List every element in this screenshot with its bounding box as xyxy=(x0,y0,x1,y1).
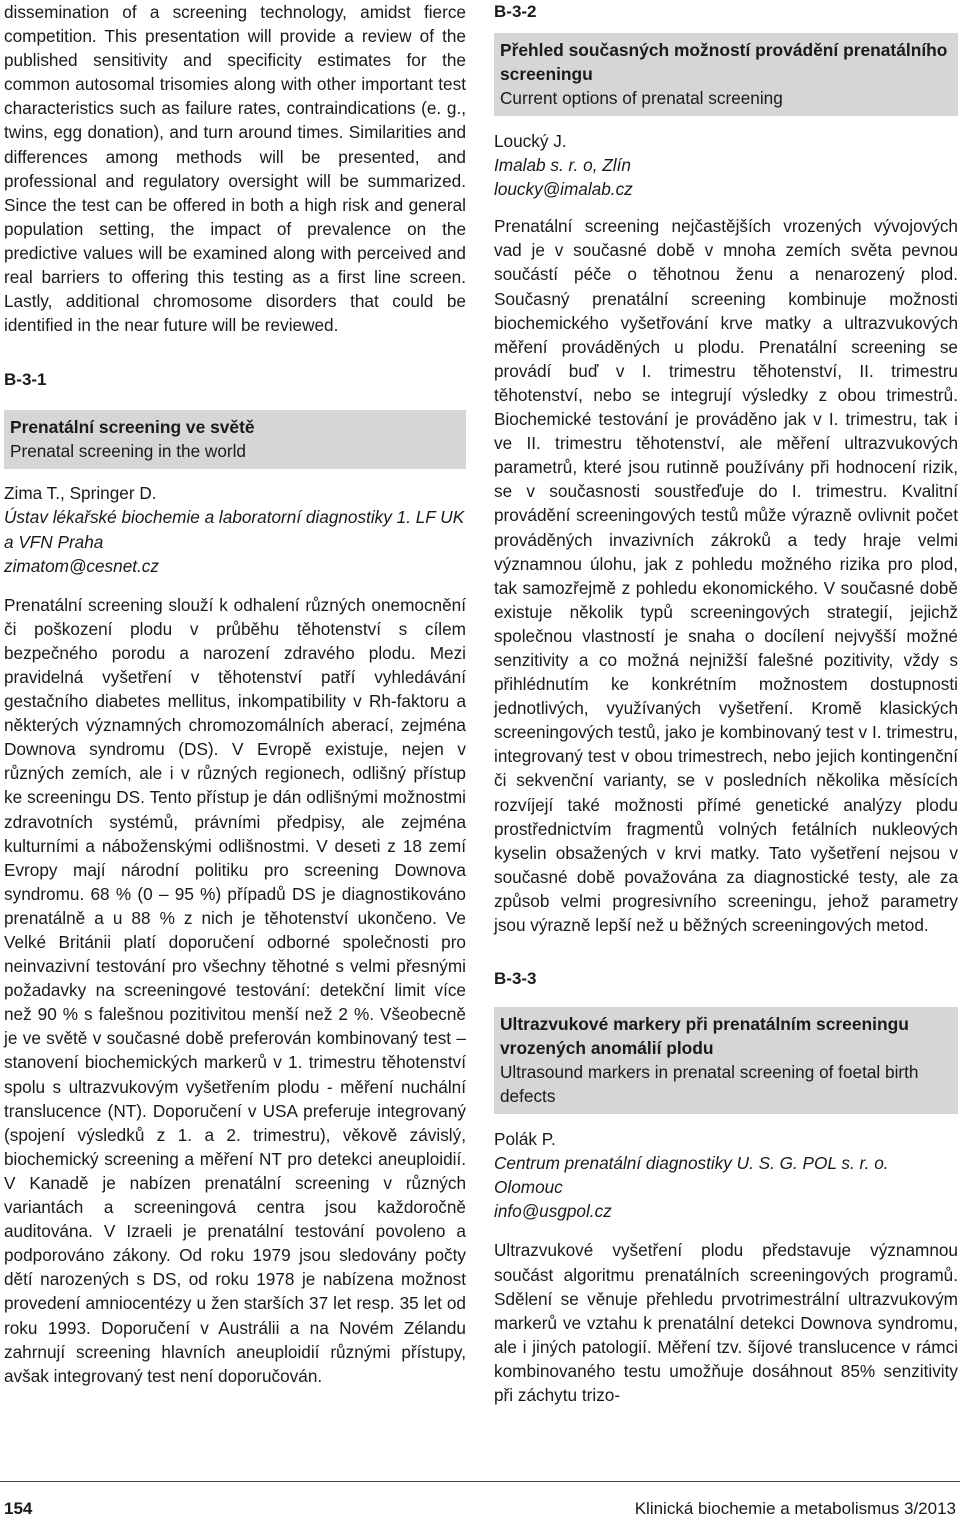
section-email: zimatom@cesnet.cz xyxy=(4,555,159,576)
section-authors: Polák P. xyxy=(494,1129,556,1150)
left-column xyxy=(4,0,466,1388)
section-id: B-3-3 xyxy=(494,969,537,989)
section-email: info@usgpol.cz xyxy=(494,1201,612,1222)
section-title-czech: Prenatální screening ve světě xyxy=(10,417,255,438)
journal-citation: Klinická biochemie a metabolismus 3/2013 xyxy=(634,1499,956,1518)
section-title-box xyxy=(4,410,466,469)
section-body-text: Prenatální screening nejčastějších vrozených vývojových vad je v současné době v mnoha zemích světa pevnou součástí péče o těhotnou ženu a nenarozený plod. Současný prenatální screening kombinuje možnosti biochemického vyšetřování krve matky a ultrazvukových měření prováděných u plodu. Prenatální screening se provádí buď v I. trimestru těhotenství, II. trimestru těhotenství, nebo se integrují výsledky z obou trimestrů. Biochemické testování je prováděno jak v I. trimestru, tak i ve II. trimestru těhotenství, ale měření ultrazvukových parametrů, které jsou rutinně používány při hodnocení rizik, se v současnosti soustřeďuje do I. trimestru. Kvalitní provádění screeningových testů může výrazně ovlivnit počet prováděných invazivních zákroků a tedy hraje velmi významnou úlohu, jak z pohledu možného rizika pro plod, tak samozřejmě z pohledu ekonomického. V současné době existuje několik typů screeningových strategií, jejichž společnou vlastností je snaha o docílení nejvyšší možné senzitivity a co možná nejnižší falešné pozitivity, vždy s přihlédnutím ke konkrétním možnostem dostupnosti jednotlivých, využívaných vyšetření. Kromě klasických screeningových testů, jako je kombinovaný test v I. trimestru, integrovaný test v obou trimestrech, nebo jejich kontingenční či sekvenční varianty, se v posledních několika měsících rozvíjejí také možnosti přímé genetické analýzy plodu prostřednictvím fragmentů volných fetálních nukleových kyselin obsažených v krvi matky. Tato vyšetření nejsou v současné době považována za diagnostické testy, ale za způsob velmi progresivního screeningu, jehož parametry jsou výrazně lepší než u běžných screeningových metod. xyxy=(494,216,958,935)
section-email: loucky@imalab.cz xyxy=(494,179,633,200)
section-title-english: Prenatal screening in the world xyxy=(10,441,246,462)
section-id: B-3-1 xyxy=(4,370,47,390)
section-title-box xyxy=(494,33,958,116)
footer-divider xyxy=(0,1481,960,1482)
section-affiliation: Ústav lékařské biochemie a laboratorní diagnostiky 1. LF UK a VFN Praha xyxy=(4,507,465,552)
article-continuation-text: dissemination of a screening technology, amidst fierce competition. This presentation will provide a review of the published sensitivity and specificity estimates for the common autosomal trisomies along with other important test characteristics such as failure rates, contraindications (e. g., twins, egg donation), and turn around times. Similarities and differences among methods will be presented, and professional and regulatory oversight will be summarized. Since the test can be offered in both a high risk and general population setting, the impact of prevalence on the predictive values will be examined along with perceived and real barriers to offering this testing as a first line screen. Lastly, additional chromosome disorders that could be identified in the near future will be reviewed. xyxy=(4,2,466,336)
section-b-3-2 xyxy=(494,0,958,937)
section-affiliation: Imalab s. r. o, Zlín xyxy=(494,155,631,176)
section-title-english: Ultrasound markers in prenatal screening of foetal birth defects xyxy=(500,1062,919,1107)
page-number: 154 xyxy=(4,1499,33,1518)
section-body-text: Ultrazvukové vyšetření plodu představuje významnou součást algoritmu prenatálních screeningových programů. Sdělení se věnuje přehledu prvotrimestrální ultrazvukovým markerů ve vztahu k prenatální detekci Downova syndromu, ale i jiných patologií. Měření tzv. šíjové translucence v rámci kombinovaného testu umožňuje dosáhnout 85% senzitivity při záchytu trizo- xyxy=(494,1240,958,1406)
section-title-czech: Přehled současných možností provádění prenatálního screeningu xyxy=(500,40,948,84)
section-authors: Zima T., Springer D. xyxy=(4,483,157,504)
section-b-3-3 xyxy=(494,967,958,1407)
section-authors: Loucký J. xyxy=(494,131,567,151)
right-column xyxy=(494,0,958,1407)
section-id: B-3-2 xyxy=(494,2,537,21)
section-title-english: Current options of prenatal screening xyxy=(500,88,783,108)
section-b-3-1 xyxy=(4,368,466,1387)
section-title-czech: Ultrazvukové markery při prenatálním screeningu vrozených anomálií plodu xyxy=(500,1014,909,1059)
section-title-box xyxy=(494,1007,958,1114)
section-affiliation: Centrum prenatální diagnostiky U. S. G. POL s. r. o. Olomouc xyxy=(494,1153,889,1198)
section-body-text: Prenatální screening slouží k odhalení různých onemocnění či poškození plodu v průběhu těhotenství s cílem bezpečného porodu a narození zdravého plodu. Mezi pravidelná vyšetření v těhotenství patří vyhledávání gestačního diabetes mellitus, inkompatibility v Rh-faktoru a některých významných chromozomálních aberací, zejména Downova syndromu (DS). V Evropě existuje, nejen v různých zemích, ale i v různých regionech, odlišný přístup ke screeningu DS. Tento přístup je dán odlišnými možnostmi zdravotních systémů, právními předpisy, ale zejména kulturními a náboženskými odlišnostmi. V deseti z 18 zemí Evropy mají národní politiku pro screening Downova syndromu. 68 % (0 – 95 %) případů DS je diagnostikováno prenatálně a u 88 % z nich je těhotenství ukončeno. Ve Velké Británii platí doporučení odborné společnosti pro neinvazivní testování pro všechny těhotné s velmi přesnými požadavky na screeningové testování: detekční limit více než 90 % s falešnou pozitivitou menší než 2 %. Všeobecně je ve světě v současné době preferován kombinovaný test – stanovení biochemických markerů v 1. trimestru těhotenství spolu s ultrazvukovým vyšetřením plodu - měření nuchální translucence (NT). Doporučení v USA preferuje integrovaný (spojení výsledků z 1. a 2. trimestru), věkově závislý, biochemický screening a měření NT pro detekci aneuploidií. V Kanadě je nabízen prenatální screening v různých variantách a screeningová centra jsou každoročně auditována. V Izraeli je prenatální testování povoleno a podporováno zákony. Od roku 1979 jsou sledovány počty dětí narozených s DS, od roku 1978 je nabízena možnost provedení amniocentézy u žen starších 37 let resp. 35 let od roku 1993. Doporučení v Austrálii a na Novém Zélandu zahrnují screening hlavních aneuploidií různými přístupy, avšak integrovaný test není doporučován. xyxy=(4,594,466,1386)
